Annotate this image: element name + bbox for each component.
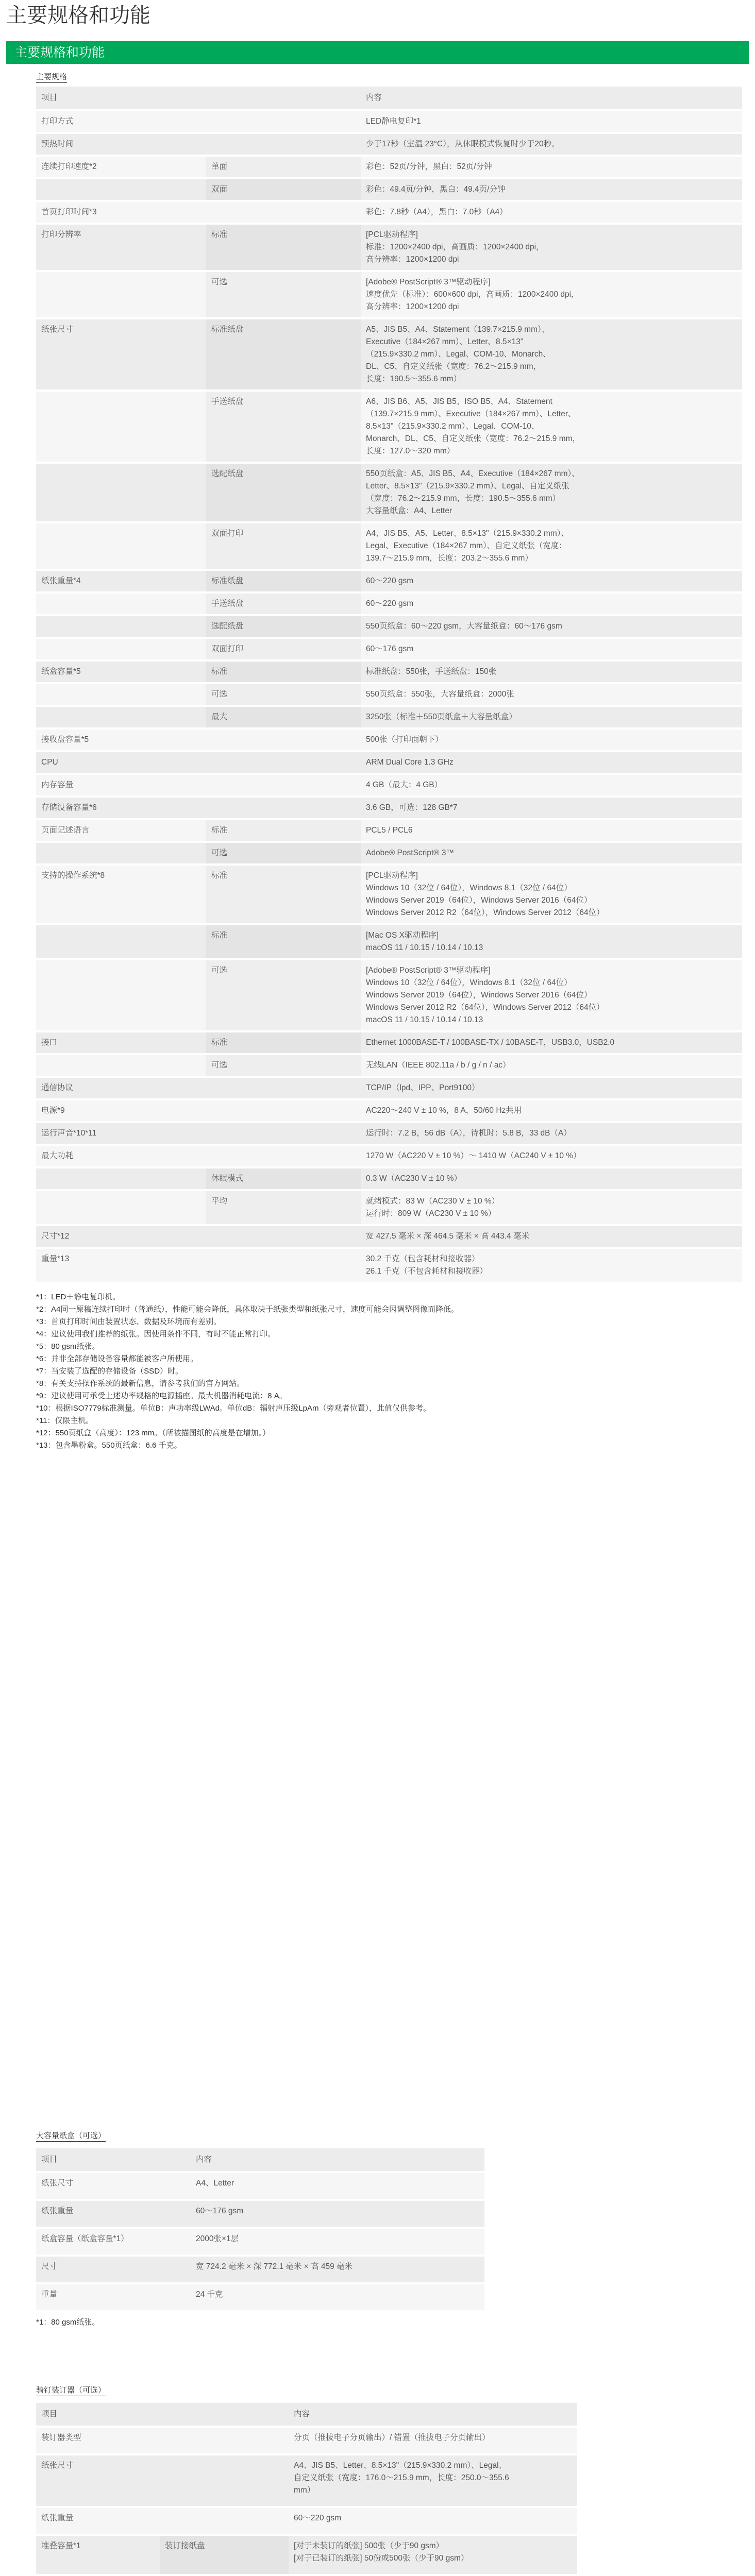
row-value: 60～220 gsm [366, 577, 414, 585]
row-sublabel [206, 1146, 361, 1166]
row-value: 运行时：7.2 B，56 dB（A），待机时：5.8 B，33 dB（A） [366, 1129, 572, 1138]
row-label: 尺寸 [41, 2262, 58, 2271]
footnote: *5：80 gsm纸张。 [36, 1342, 100, 1351]
row-value: 彩色：7.8秒（A4），黑白：7.0秒（A4） [366, 208, 508, 216]
row-label: 重量*13 [41, 1255, 70, 1263]
row-sublabel [206, 752, 361, 773]
row-sublabel: 标准 [206, 225, 361, 270]
row-sublabel [160, 2428, 289, 2453]
row-sublabel: 可选 [206, 1055, 361, 1076]
row-sublabel: 标准纸盘 [206, 319, 361, 389]
row-label: CPU [41, 758, 58, 767]
finisher-heading: 骑钉装订器（可选） [36, 2385, 106, 2396]
row-value: A4、JIS B5、Letter、8.5×13"（215.9×330.2 mm）、Legal、 自定义纸张（宽度：176.0～215.9 mm，长度：250.0～355.6 mm） [294, 2461, 509, 2495]
footnote: *1：80 gsm纸张。 [36, 2318, 100, 2327]
row-label [36, 272, 206, 317]
main-specs-heading: 主要规格 [36, 72, 67, 83]
footnote: *6：并非全部存储设备容量都能被客户所使用。 [36, 1354, 198, 1363]
footnote: *4：建议使用我们推荐的纸张。因使用条件不同，有时不能正常打印。 [36, 1330, 276, 1338]
row-label: 纸张重量 [41, 2207, 74, 2215]
row-sublabel: 标准 [206, 820, 361, 841]
row-value: ARM Dual Core 1.3 GHz [366, 758, 454, 767]
row-label [36, 960, 206, 1030]
row-sublabel [160, 2455, 289, 2506]
row-sublabel: 标准纸盘 [206, 571, 361, 591]
row-sublabel [206, 1100, 361, 1121]
footnote: *8：有关支持操作系统的最新信息，请参考我们的官方网站。 [36, 1379, 245, 1388]
row-label: 预热时间 [41, 140, 74, 148]
row-sublabel [206, 1123, 361, 1144]
row-sublabel [206, 730, 361, 750]
row-label [36, 639, 206, 659]
row-value: 宽 427.5 毫米 × 深 464.5 毫米 × 高 443.4 毫米 [366, 1232, 530, 1241]
row-value: 60～220 gsm [294, 2514, 342, 2522]
row-label [36, 707, 206, 727]
row-value: 宽 724.2 毫米 × 深 772.1 毫米 × 高 459 毫米 [196, 2262, 353, 2271]
row-sublabel: 装订接纸盘 [160, 2536, 289, 2574]
row-value: Adobe® PostScript® 3™ [366, 849, 455, 857]
row-label [36, 392, 206, 462]
row-value: 60～220 gsm [366, 599, 414, 608]
row-label: 页面记述语言 [41, 826, 90, 835]
row-sublabel: 单面 [206, 157, 361, 177]
row-value: 彩色：49.4页/分钟，黑白：49.4页/分钟 [366, 185, 506, 194]
row-label: 最大功耗 [41, 1151, 74, 1160]
row-sublabel [206, 775, 361, 795]
footnote: *2：A4同一原稿连续打印时（普通纸），性能可能会降低，具体取决于纸张类型和纸张尺寸，速度可能会因调整图像而降低。 [36, 1305, 459, 1314]
row-label: 打印方式 [41, 117, 74, 126]
row-label: 纸盒容量*5 [41, 667, 81, 676]
row-value: 3.6 GB，可选：128 GB*7 [366, 803, 458, 812]
section-header-bar[interactable]: 主要规格和功能 [6, 41, 749, 64]
row-label: 接口 [41, 1038, 58, 1047]
row-sublabel: 双面 [206, 179, 361, 200]
row-value: 500张（打印面朝下） [366, 735, 443, 744]
page-title: 主要规格和功能 [6, 4, 150, 27]
row-sublabel: 手送纸盘 [206, 392, 361, 462]
row-value: A4、JIS B5、A5、Letter、8.5×13"（215.9×330.2 mm）、 Legal、Executive（184×267 mm）、自定义纸张（宽度： 139.7～215.9 mm，长度：203.2～355.6 mm） [366, 529, 569, 563]
row-value: [PCL驱动程序] Windows 10（32位 / 64位），Windows 8.1（32位 / 64位） Windows Server 2019（64位），Windows Server 2016（64位） Windows Server 2012 R2（64位），Windows Server 2012（64位） [366, 871, 605, 917]
row-value: [Mac OS X驱动程序] macOS 11 / 10.15 / 10.14 / 10.13 [366, 931, 483, 952]
row-value: [对于未装订的纸张] 500张（少于90 gsm） [对于已装订的纸张] 50份或500张（少于90 gsm） [294, 2541, 469, 2563]
row-label [36, 523, 206, 569]
row-value: 60～176 gsm [196, 2207, 244, 2215]
row-label: 打印分辨率 [41, 230, 81, 239]
row-sublabel [206, 134, 361, 155]
row-label: 装订器类型 [41, 2433, 81, 2442]
footnote: *11：仅限主机。 [36, 1416, 94, 1425]
row-value: [PCL驱动程序] 标准：1200×2400 dpi，高画质：1200×2400 dpi， 高分辨率：1200×1200 dpi [366, 230, 544, 264]
row-value: 0.3 W（AC230 V ± 10 %） [366, 1174, 462, 1183]
header-item: 项目 [41, 93, 58, 102]
row-label [36, 1168, 206, 1189]
row-label: 支持的操作系统*8 [41, 871, 105, 880]
row-value: Ethernet 1000BASE-T / 100BASE-TX / 10BASE-T，USB3.0，USB2.0 [366, 1038, 615, 1047]
row-value: 550页纸盒：60～220 gsm，大容量纸盒：60～176 gsm [366, 622, 562, 631]
header-item: 项目 [41, 2155, 58, 2164]
row-value: 550页纸盒：550张，大容量纸盒：2000张 [366, 690, 514, 699]
row-sublabel: 可选 [206, 272, 361, 317]
row-label: 通信协议 [41, 1083, 74, 1092]
row-label: 纸张尺寸 [41, 325, 74, 334]
row-label: 纸张重量 [41, 2514, 74, 2522]
footnote: *10：根据ISO7779标准测量。单位B：声功率级LWAd。单位dB：辐射声压级LpAm（旁观者位置），此值仅供参考。 [36, 1404, 431, 1413]
row-sublabel: 可选 [206, 684, 361, 705]
row-value: 就绪模式：83 W（AC230 V ± 10 %） 运行时：809 W（AC230 V ± 10 %） [366, 1197, 500, 1218]
row-label: 堆叠容量*1 [41, 2541, 81, 2550]
footnote: *13：包含墨粉盒。550页纸盒：6.6 千克。 [36, 1441, 182, 1450]
header-content: 内容 [366, 93, 382, 102]
row-label: 纸盒容量（纸盒容量*1） [41, 2234, 129, 2243]
row-value: LED静电复印*1 [366, 117, 421, 126]
row-label: 首页打印时间*3 [41, 208, 97, 216]
row-label: 纸张重量*4 [41, 577, 81, 585]
row-value: [Adobe® PostScript® 3™驱动程序] Windows 10（32位 / 64位），Windows 8.1（32位 / 64位） Windows Server 2019（64位），Windows Server 2016（64位） Windows Server 2012 R2（64位），Windows Server 2012（64位） macOS 11 / 10.15 / 10.14 / 10.13 [366, 966, 605, 1024]
row-sublabel [206, 798, 361, 818]
row-sublabel: 选配纸盘 [206, 464, 361, 521]
header-item: 项目 [41, 2410, 58, 2418]
footnote: *7：当安装了选配的存储设备（SSD）时。 [36, 1367, 183, 1376]
row-sublabel [206, 202, 361, 223]
row-value: 少于17秒（室温 23°C），从休眠模式恢复时少于20秒。 [366, 140, 560, 148]
row-value: 1270 W（AC220 V ± 10 %）～ 1410 W（AC240 V ± 10 %） [366, 1151, 581, 1160]
row-sublabel: 标准 [206, 662, 361, 682]
row-sublabel: 双面打印 [206, 523, 361, 569]
row-sublabel: 标准 [206, 925, 361, 958]
row-sublabel [160, 2508, 289, 2534]
footnote: *9：建议使用可承受上述功率规格的电源插座。最大机器消耗电流：8 A。 [36, 1392, 287, 1400]
row-value: 4 GB（最大：4 GB） [366, 781, 443, 789]
footnote: *1：LED＋静电复印机。 [36, 1293, 121, 1301]
row-label [36, 594, 206, 614]
row-value: 30.2 千克（包含耗材和接收器） 26.1 千克（不包含耗材和接收器） [366, 1255, 488, 1276]
row-sublabel: 标准 [206, 1032, 361, 1053]
row-value: [Adobe® PostScript® 3™驱动程序] 速度优先（标准）：600×600 dpi，高画质：1200×2400 dpi， 高分辨率：1200×1200 dpi [366, 278, 579, 311]
hcf-heading: 大容量纸盒（可选） [36, 2131, 106, 2142]
row-label: 存储设备容量*6 [41, 803, 97, 812]
row-sublabel: 休眠模式 [206, 1168, 361, 1189]
row-label: 纸张尺寸 [41, 2179, 74, 2188]
row-label [36, 616, 206, 637]
row-label [36, 464, 206, 521]
row-sublabel: 最大 [206, 707, 361, 727]
row-sublabel: 标准 [206, 866, 361, 923]
row-label: 内存容量 [41, 781, 74, 789]
row-value: A5、JIS B5、A4、Statement（139.7×215.9 mm）、 Executive（184×267 mm）、Letter、8.5×13" （215.9×330.2 mm）、Legal、COM-10、Monarch、 DL、C5、自定义纸张（宽度：76.2～215.9 mm， 长度：190.5～355.6 mm） [366, 325, 551, 383]
row-value: 2000张×1层 [196, 2234, 239, 2243]
row-sublabel: 双面打印 [206, 639, 361, 659]
row-value: 24 千克 [196, 2290, 223, 2299]
header-content: 内容 [294, 2410, 310, 2418]
row-sublabel: 可选 [206, 960, 361, 1030]
row-value: A6、JIS B6、A5、JIS B5、ISO B5、A4、Statement （139.7×215.9 mm）、Executive（184×267 mm）、Letter、 8.5×13"（215.9×330.2 mm）、Legal、COM-10、 Monarch、DL、C5、自定义纸张（宽度：76.2～215.9 mm， 长度：127.0～320 mm） [366, 397, 581, 455]
row-label: 尺寸*12 [41, 1232, 70, 1241]
row-label [36, 684, 206, 705]
row-value: 60～176 gsm [366, 645, 414, 653]
row-value: 标准纸盘：550张，手送纸盘：150张 [366, 667, 497, 676]
row-value: 彩色：52页/分钟，黑白：52页/分钟 [366, 162, 492, 171]
footnote: *3：首页打印时间由装置状态、数据及环境而有差别。 [36, 1317, 222, 1326]
row-label: 电源*9 [41, 1106, 65, 1115]
row-label [36, 179, 206, 200]
row-sublabel: 可选 [206, 843, 361, 863]
row-sublabel [206, 111, 361, 132]
row-label: 运行声音*10*11 [41, 1129, 97, 1138]
row-label [36, 1191, 206, 1224]
row-value: 550页纸盒：A5、JIS B5、A4、Executive（184×267 mm）、 Letter、8.5×13"（215.9×330.2 mm）、Legal、自定义纸张 （宽度：76.2～215.9 mm，长度：190.5～355.6 mm） 大容量纸盒：A4、Letter [366, 469, 580, 515]
row-label: 重量 [41, 2290, 58, 2299]
footnote: *12：550页纸盒（高度）：123 mm。（所被描图纸的高度是在增加。） [36, 1429, 271, 1437]
row-value: TCP/IP（lpd、IPP、Port9100） [366, 1083, 480, 1092]
row-sublabel: 手送纸盘 [206, 594, 361, 614]
header-content: 内容 [196, 2155, 212, 2164]
row-label [36, 843, 206, 863]
row-label: 纸张尺寸 [41, 2461, 74, 2470]
row-label: 连续打印速度*2 [41, 162, 97, 171]
row-value: A4、Letter [196, 2179, 234, 2188]
row-value: AC220～240 V ± 10 %，8 A，50/60 Hz共用 [366, 1106, 522, 1115]
row-value: 无线LAN（IEEE 802.11a / b / g / n / ac） [366, 1061, 511, 1070]
row-label: 接收盘容量*5 [41, 735, 89, 744]
row-sublabel [206, 1249, 361, 1282]
row-label [36, 925, 206, 958]
row-label [36, 1055, 206, 1076]
row-sublabel [206, 1226, 361, 1247]
row-value: PCL5 / PCL6 [366, 826, 413, 835]
row-sublabel: 选配纸盘 [206, 616, 361, 637]
row-value: 3250张（标准＋550页纸盒＋大容量纸盒） [366, 713, 517, 721]
row-sublabel [206, 1078, 361, 1098]
row-value: 分页（推拔电子分页输出）/ 错置（推拔电子分页输出） [294, 2433, 490, 2442]
row-sublabel: 平均 [206, 1191, 361, 1224]
